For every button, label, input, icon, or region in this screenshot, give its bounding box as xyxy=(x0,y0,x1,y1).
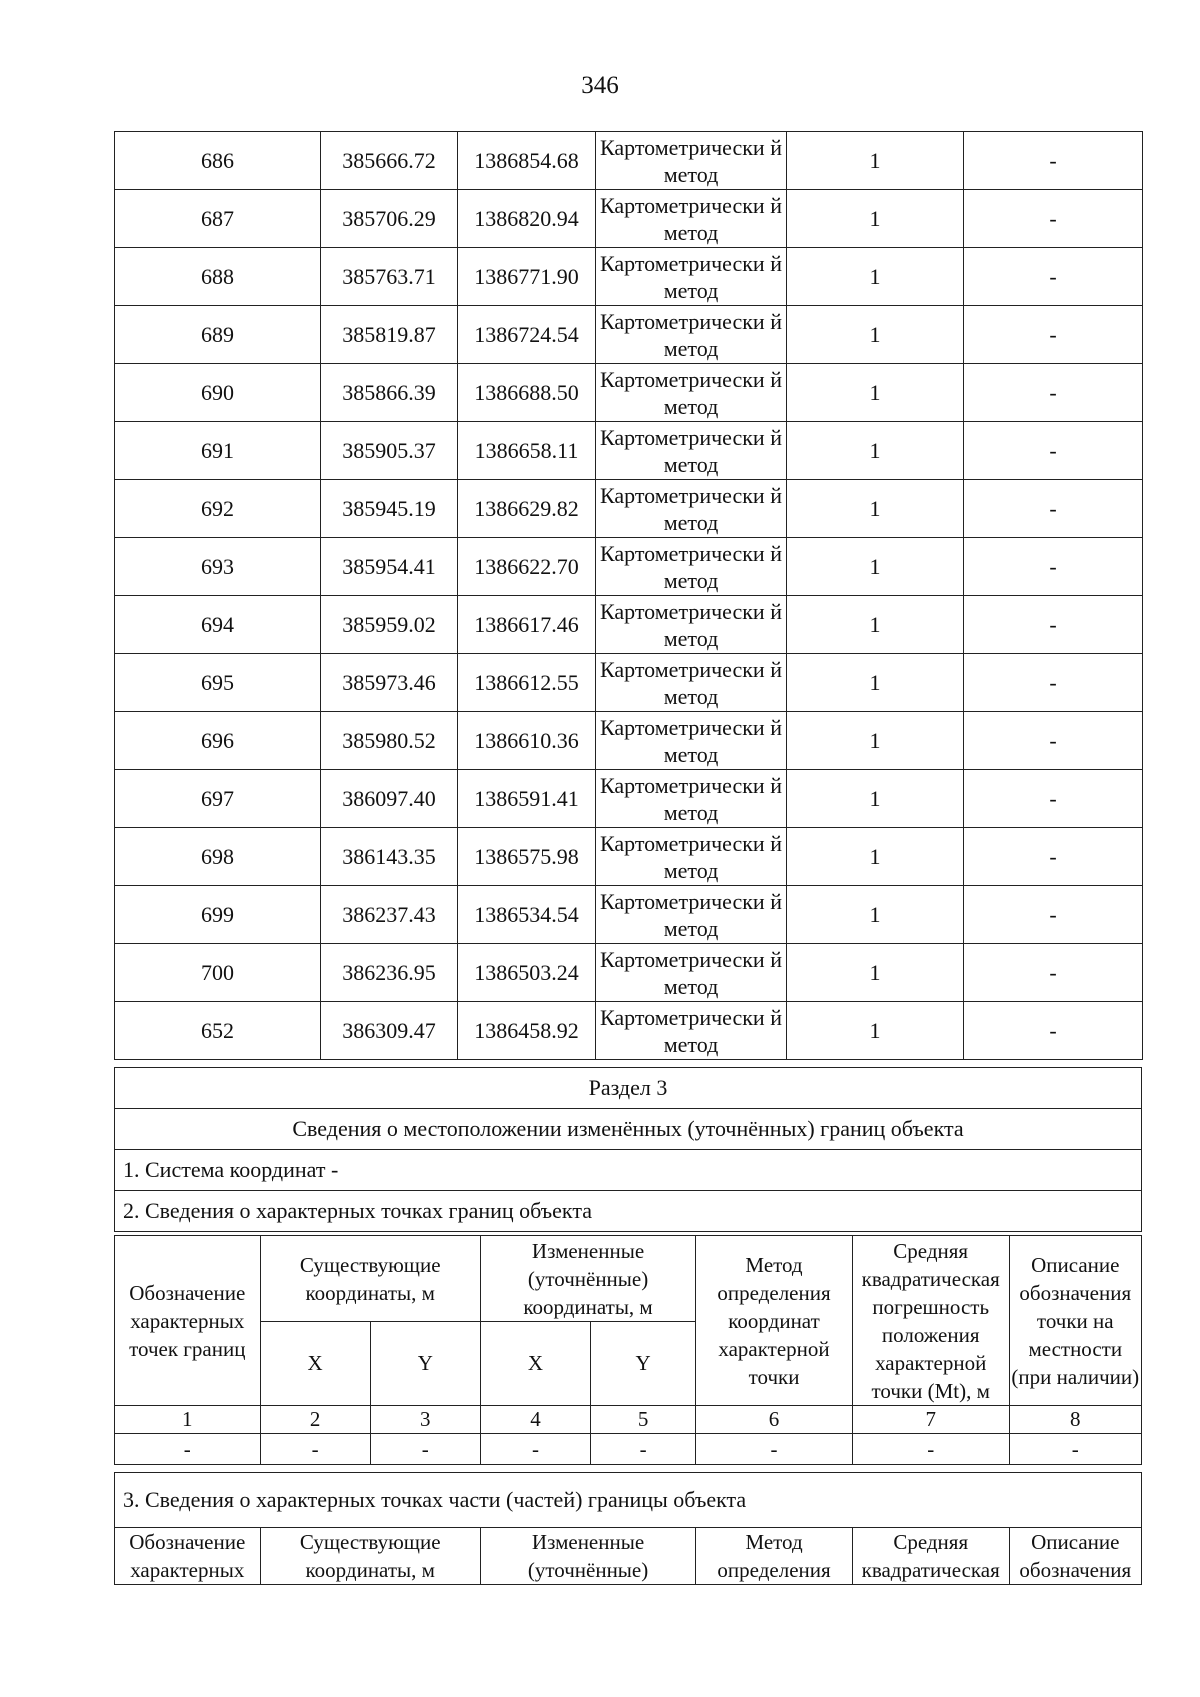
point-accuracy-cell: 1 xyxy=(787,712,964,770)
column-number-cell: 5 xyxy=(591,1406,696,1434)
point-x-cell: 385819.87 xyxy=(321,306,458,364)
point-accuracy-cell: 1 xyxy=(787,190,964,248)
point-y-cell: 1386629.82 xyxy=(458,480,596,538)
point-description-cell: - xyxy=(964,886,1143,944)
point-row xyxy=(115,538,1143,596)
point-description-cell: - xyxy=(964,770,1143,828)
point-x-cell: 386236.95 xyxy=(321,944,458,1002)
point-accuracy-cell: 1 xyxy=(787,944,964,1002)
point-accuracy-cell: 1 xyxy=(787,770,964,828)
point-x-cell: 385905.37 xyxy=(321,422,458,480)
header-accuracy: Средняя квадратическая погрешность положения характерной точки (Mt), м xyxy=(852,1236,1009,1406)
header-changed-coordinates: Измененные (уточнённые) координаты, м xyxy=(480,1236,695,1322)
point-method-cell: Картометрически й метод xyxy=(596,712,787,770)
point-x-cell: 385954.41 xyxy=(321,538,458,596)
point-method-cell: Картометрически й метод xyxy=(596,1002,787,1060)
boundary-points-table xyxy=(114,131,1143,1060)
point-row xyxy=(115,886,1143,944)
column-number-cell: 4 xyxy=(480,1406,590,1434)
empty-cell: - xyxy=(696,1434,853,1465)
point-x-cell: 385763.71 xyxy=(321,248,458,306)
point-accuracy-cell: 1 xyxy=(787,248,964,306)
empty-cell: - xyxy=(591,1434,696,1465)
parts-header-designation: Обозначение характерных xyxy=(115,1528,261,1585)
empty-cell: - xyxy=(115,1434,261,1465)
point-description-cell: - xyxy=(964,828,1143,886)
point-y-cell: 1386658.11 xyxy=(458,422,596,480)
column-number-cell: 6 xyxy=(696,1406,853,1434)
point-id-cell: 686 xyxy=(115,132,321,190)
point-method-cell: Картометрически й метод xyxy=(596,538,787,596)
point-method-cell: Картометрически й метод xyxy=(596,828,787,886)
point-row xyxy=(115,944,1143,1002)
point-row xyxy=(115,654,1143,712)
point-accuracy-cell: 1 xyxy=(787,306,964,364)
point-id-cell: 652 xyxy=(115,1002,321,1060)
point-accuracy-cell: 1 xyxy=(787,422,964,480)
empty-cell: - xyxy=(1009,1434,1141,1465)
parts-heading: 3. Сведения о характерных точках части (частей) границы объекта xyxy=(114,1472,1142,1528)
point-row xyxy=(115,480,1143,538)
point-method-cell: Картометрически й метод xyxy=(596,422,787,480)
point-y-cell: 1386771.90 xyxy=(458,248,596,306)
point-id-cell: 697 xyxy=(115,770,321,828)
parts-header-description: Описание обозначения xyxy=(1009,1528,1141,1585)
point-description-cell: - xyxy=(964,306,1143,364)
column-number-cell: 7 xyxy=(852,1406,1009,1434)
point-description-cell: - xyxy=(964,654,1143,712)
point-x-cell: 386309.47 xyxy=(321,1002,458,1060)
empty-data-row xyxy=(115,1434,1142,1465)
point-y-cell: 1386622.70 xyxy=(458,538,596,596)
point-method-cell: Картометрически й метод xyxy=(596,770,787,828)
point-description-cell: - xyxy=(964,422,1143,480)
point-y-cell: 1386724.54 xyxy=(458,306,596,364)
point-id-cell: 692 xyxy=(115,480,321,538)
point-x-cell: 385666.72 xyxy=(321,132,458,190)
column-numbers-row xyxy=(115,1406,1142,1434)
column-number-cell: 3 xyxy=(370,1406,480,1434)
point-row xyxy=(115,770,1143,828)
point-y-cell: 1386534.54 xyxy=(458,886,596,944)
point-y-cell: 1386458.92 xyxy=(458,1002,596,1060)
point-id-cell: 696 xyxy=(115,712,321,770)
point-y-cell: 1386575.98 xyxy=(458,828,596,886)
point-id-cell: 700 xyxy=(115,944,321,1002)
point-accuracy-cell: 1 xyxy=(787,480,964,538)
parts-header-changed: Измененные (уточнённые) xyxy=(480,1528,695,1585)
point-row xyxy=(115,306,1143,364)
point-description-cell: - xyxy=(964,248,1143,306)
point-accuracy-cell: 1 xyxy=(787,364,964,422)
point-x-cell: 385945.19 xyxy=(321,480,458,538)
point-id-cell: 693 xyxy=(115,538,321,596)
point-accuracy-cell: 1 xyxy=(787,538,964,596)
point-description-cell: - xyxy=(964,712,1143,770)
point-y-cell: 1386854.68 xyxy=(458,132,596,190)
point-id-cell: 691 xyxy=(115,422,321,480)
point-method-cell: Картометрически й метод xyxy=(596,886,787,944)
header-method: Метод определения координат характерной точки xyxy=(696,1236,853,1406)
point-accuracy-cell: 1 xyxy=(787,596,964,654)
point-method-cell: Картометрически й метод xyxy=(596,596,787,654)
point-id-cell: 699 xyxy=(115,886,321,944)
page-number: 346 xyxy=(581,72,619,99)
parts-header-method: Метод определения xyxy=(696,1528,853,1585)
point-x-cell: 386097.40 xyxy=(321,770,458,828)
point-x-cell: 385959.02 xyxy=(321,596,458,654)
parts-header-accuracy: Средняя квадратическая xyxy=(852,1528,1009,1585)
points-heading: 2. Сведения о характерных точках границ объекта xyxy=(115,1191,1142,1232)
point-description-cell: - xyxy=(964,538,1143,596)
parts-header-existing: Существующие координаты, м xyxy=(260,1528,480,1585)
header-x-existing: X xyxy=(260,1322,370,1406)
header-description: Описание обозначения точки на местности (при наличии) xyxy=(1009,1236,1141,1406)
point-x-cell: 386237.43 xyxy=(321,886,458,944)
point-y-cell: 1386610.36 xyxy=(458,712,596,770)
point-method-cell: Картометрически й метод xyxy=(596,248,787,306)
point-method-cell: Картометрически й метод xyxy=(596,306,787,364)
point-method-cell: Картометрически й метод xyxy=(596,480,787,538)
point-id-cell: 689 xyxy=(115,306,321,364)
point-id-cell: 698 xyxy=(115,828,321,886)
point-row xyxy=(115,364,1143,422)
column-number-cell: 1 xyxy=(115,1406,261,1434)
point-id-cell: 694 xyxy=(115,596,321,654)
point-x-cell: 385973.46 xyxy=(321,654,458,712)
empty-cell: - xyxy=(852,1434,1009,1465)
section-title: Раздел 3 xyxy=(115,1068,1142,1109)
section-3-table xyxy=(114,1067,1142,1232)
point-accuracy-cell: 1 xyxy=(787,886,964,944)
point-y-cell: 1386688.50 xyxy=(458,364,596,422)
empty-cell: - xyxy=(480,1434,590,1465)
point-row xyxy=(115,422,1143,480)
point-x-cell: 386143.35 xyxy=(321,828,458,886)
header-y-changed: Y xyxy=(591,1322,696,1406)
point-accuracy-cell: 1 xyxy=(787,1002,964,1060)
point-y-cell: 1386617.46 xyxy=(458,596,596,654)
point-x-cell: 385706.29 xyxy=(321,190,458,248)
header-existing-coordinates: Существующие координаты, м xyxy=(260,1236,480,1322)
point-description-cell: - xyxy=(964,480,1143,538)
point-description-cell: - xyxy=(964,132,1143,190)
point-accuracy-cell: 1 xyxy=(787,654,964,712)
point-y-cell: 1386591.41 xyxy=(458,770,596,828)
point-description-cell: - xyxy=(964,1002,1143,1060)
point-x-cell: 385866.39 xyxy=(321,364,458,422)
point-row xyxy=(115,1002,1143,1060)
parts-points-table xyxy=(114,1527,1142,1585)
point-id-cell: 695 xyxy=(115,654,321,712)
point-row xyxy=(115,248,1143,306)
point-method-cell: Картометрически й метод xyxy=(596,944,787,1002)
point-method-cell: Картометрически й метод xyxy=(596,190,787,248)
column-number-cell: 2 xyxy=(260,1406,370,1434)
empty-cell: - xyxy=(260,1434,370,1465)
section-subtitle: Сведения о местоположении изменённых (уточнённых) границ объекта xyxy=(115,1109,1142,1150)
header-designation: Обозначение характерных точек границ xyxy=(115,1236,261,1406)
point-accuracy-cell: 1 xyxy=(787,828,964,886)
point-y-cell: 1386612.55 xyxy=(458,654,596,712)
point-description-cell: - xyxy=(964,596,1143,654)
header-y-existing: Y xyxy=(370,1322,480,1406)
point-row xyxy=(115,596,1143,654)
point-description-cell: - xyxy=(964,944,1143,1002)
point-row xyxy=(115,132,1143,190)
coordinate-system: 1. Система координат - xyxy=(115,1150,1142,1191)
point-row xyxy=(115,190,1143,248)
point-description-cell: - xyxy=(964,190,1143,248)
point-method-cell: Картометрически й метод xyxy=(596,654,787,712)
changed-boundary-points-table xyxy=(114,1235,1142,1465)
point-accuracy-cell: 1 xyxy=(787,132,964,190)
point-row xyxy=(115,712,1143,770)
point-id-cell: 690 xyxy=(115,364,321,422)
point-x-cell: 385980.52 xyxy=(321,712,458,770)
point-y-cell: 1386820.94 xyxy=(458,190,596,248)
header-x-changed: X xyxy=(480,1322,590,1406)
point-description-cell: - xyxy=(964,364,1143,422)
point-method-cell: Картометрически й метод xyxy=(596,364,787,422)
point-y-cell: 1386503.24 xyxy=(458,944,596,1002)
empty-cell: - xyxy=(370,1434,480,1465)
point-method-cell: Картометрически й метод xyxy=(596,132,787,190)
point-id-cell: 688 xyxy=(115,248,321,306)
point-row xyxy=(115,828,1143,886)
column-number-cell: 8 xyxy=(1009,1406,1141,1434)
point-id-cell: 687 xyxy=(115,190,321,248)
